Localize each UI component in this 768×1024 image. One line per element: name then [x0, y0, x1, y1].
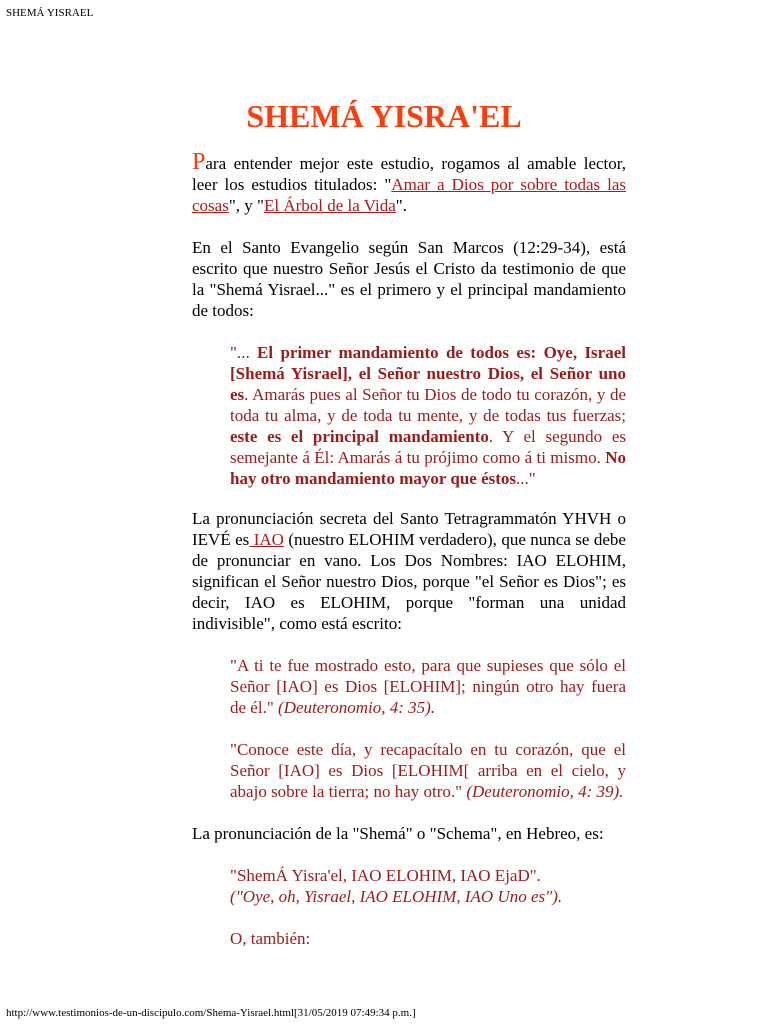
quote2-ref: (Deuteronomio, 4: 35). [278, 698, 436, 717]
quote-open: "... [230, 343, 258, 362]
shema-paragraph: La pronunciación de la "Shemá" o "Schema", en Hebreo, es: [192, 824, 604, 843]
intro-text-2: ", y " [228, 196, 264, 215]
intro-text-3: ". [395, 196, 407, 215]
quote-bold-1: El primer mandamiento de todos es: Oye, Israel [Shemá Yisrael], el Señor nuestro Dios, el Señor uno es [230, 343, 626, 404]
quote-bold-2: este es el principal mandamiento [230, 427, 489, 446]
link-amar-a-dios[interactable]: Amar a Dios por sobre todas las cosas [192, 175, 626, 215]
quote-tambien: O, también: [230, 929, 311, 948]
drop-cap: P [192, 149, 206, 175]
quote-marcos [230, 342, 626, 489]
quote-text-1: . Amarás pues al Señor tu Dios de todo tu corazón, y de toda tu alma, y de toda tu mente, y de todas tus fuerzas; [230, 385, 626, 425]
evangelio-paragraph: En el Santo Evangelio según San Marcos (12:29-34), está escrito que nuestro Señor Jesús el Cristo da testimonio de que la "Shemá Yisrael..." es el primero y el principal mandamiento de todos: [192, 238, 626, 320]
quote3-ref: (Deuteronomio, 4: 39). [466, 782, 624, 801]
intro-paragraph [192, 149, 626, 216]
footer-url: http://www.testimonios-de-un-discipulo.com/Shema-Yisrael.html[31/05/2019 07:49:34 p.m.] [6, 1007, 416, 1019]
quote-text-2: . Y el segundo es semejante á Él: Amarás á tu prójimo como á ti mismo. [230, 427, 626, 467]
quote-shema-hebreo [230, 865, 626, 907]
page-header-title: SHEMÁ YISRAEL [6, 7, 94, 19]
quote-deuteronomio-35 [230, 655, 626, 718]
page-title: SHEMÁ YISRA'EL [246, 98, 522, 134]
pronunciacion-paragraph [192, 508, 626, 634]
quote-deuteronomio-39 [230, 739, 626, 802]
article-body [192, 149, 626, 970]
quote4-line2: ("Oye, oh, Yisrael, IAO ELOHIM, IAO Uno es"). [230, 887, 563, 906]
pron-text-2: (nuestro ELOHIM verdadero), que nunca se debe de pronunciar en vano. Los Dos Nombres: IAO ELOHIM, significan el Señor nuestro Dios, porque "el Señor es Dios"; es decir, IAO es ELOHIM, porque "forman una unidad indivisible", como está escrito: [192, 530, 626, 633]
quote4-line1: "ShemÁ Yisra'el, IAO ELOHIM, IAO EjaD". [230, 866, 541, 885]
quote-close: ..." [516, 469, 536, 488]
intro-text-1: ara entender mejor este estudio, rogamos al amable lector, leer los estudios titulados: " [192, 154, 626, 194]
pron-text-1: La pronunciación secreta del Santo Tetragrammatón YHVH o IEVÉ es [192, 509, 626, 549]
link-arbol-de-la-vida[interactable]: El Árbol de la Vida [263, 196, 396, 215]
quote-bold-3: No hay otro mandamiento mayor que éstos [230, 448, 626, 488]
quote2-text: "A ti te fue mostrado esto, para que supieses que sólo el Señor [IAO] es Dios [ELOHIM]; ningún otro hay fuera de él." [230, 656, 626, 717]
link-iao[interactable]: IAO [249, 530, 284, 549]
quote3-text: "Conoce este día, y recapacítalo en tu corazón, que el Señor [IAO] es Dios [ELOHIM[ arriba en el cielo, y abajo sobre la tierra; no hay otro." [230, 740, 626, 801]
